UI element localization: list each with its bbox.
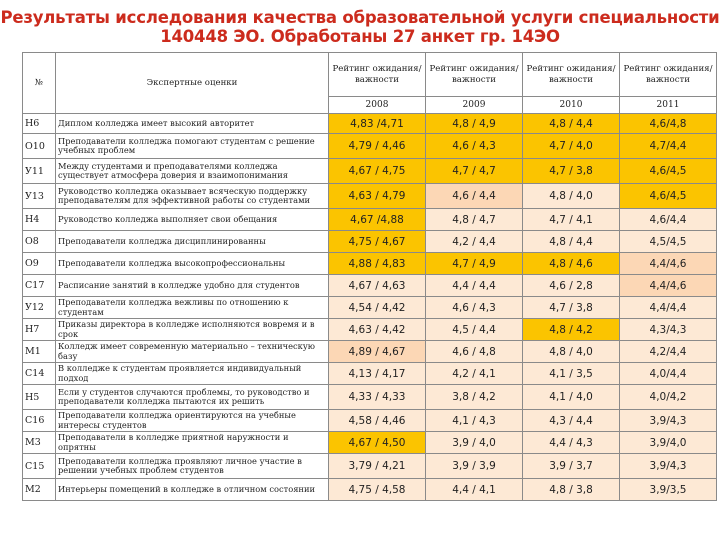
rating-cell-2008: 3,79 / 4,21 (329, 454, 426, 479)
row-code: О9 (23, 253, 56, 275)
row-code: С17 (23, 275, 56, 297)
table-row (23, 275, 717, 297)
rating-cell-2009: 4,4 / 4,4 (426, 275, 523, 297)
rating-cell-2009: 4,4 / 4,1 (426, 479, 523, 501)
rating-cell-2008: 4,89 / 4,67 (329, 341, 426, 363)
rating-cell-2010: 4,7 / 3,8 (523, 297, 620, 319)
year-2008: 2008 (329, 97, 426, 114)
rating-cell-2008: 4,75 / 4,67 (329, 231, 426, 253)
table-row (23, 432, 717, 454)
row-criterion: Расписание занятий в колледже удобно для студентов (56, 275, 329, 297)
rating-cell-2010: 4,8 / 4,2 (523, 319, 620, 341)
row-code: Н7 (23, 319, 56, 341)
rating-cell-2010: 4,4 / 4,3 (523, 432, 620, 454)
rating-cell-2008: 4,67 / 4,75 (329, 159, 426, 184)
rating-cell-2011: 4,4/4,4 (620, 297, 717, 319)
row-criterion: Преподаватели колледжа дисциплинированны (56, 231, 329, 253)
rating-cell-2011: 4,6/4,8 (620, 114, 717, 134)
year-2009: 2009 (426, 97, 523, 114)
row-criterion: Преподаватели колледжа проявляют личное участие в решении учебных проблем студентов (56, 454, 329, 479)
table-row (23, 479, 717, 501)
table-row (23, 209, 717, 231)
rating-cell-2010: 4,8 / 4,0 (523, 341, 620, 363)
rating-cell-2009: 4,6 / 4,4 (426, 184, 523, 209)
table-row (23, 297, 717, 319)
rating-cell-2011: 4,0/4,2 (620, 385, 717, 410)
row-criterion: Если у студентов случаются проблемы, то руководство и преподаватели колледжа пытаются их решить (56, 385, 329, 410)
rating-cell-2010: 4,6 / 2,8 (523, 275, 620, 297)
rating-cell-2010: 4,8 / 3,8 (523, 479, 620, 501)
rating-cell-2010: 4,1 / 3,5 (523, 363, 620, 385)
row-code: У11 (23, 159, 56, 184)
page-title (0, 8, 720, 46)
table-row (23, 410, 717, 432)
row-criterion: Диплом колледжа имеет высокий авторитет (56, 114, 329, 134)
row-code: Н5 (23, 385, 56, 410)
rating-cell-2011: 3,9/3,5 (620, 479, 717, 501)
header-rating-col: Рейтинг ожидания/ важности (620, 53, 717, 97)
table-row (23, 159, 717, 184)
rating-cell-2008: 4,54 / 4,42 (329, 297, 426, 319)
rating-cell-2011: 4,6/4,5 (620, 184, 717, 209)
table-row (23, 114, 717, 134)
rating-cell-2010: 4,1 / 4,0 (523, 385, 620, 410)
rating-cell-2011: 4,6/4,4 (620, 209, 717, 231)
rating-cell-2009: 3,9 / 3,9 (426, 454, 523, 479)
rating-cell-2009: 4,8 / 4,9 (426, 114, 523, 134)
table-row (23, 319, 717, 341)
table-body (23, 114, 717, 501)
rating-cell-2010: 4,8 / 4,6 (523, 253, 620, 275)
rating-cell-2009: 4,2 / 4,1 (426, 363, 523, 385)
rating-cell-2010: 4,8 / 4,4 (523, 231, 620, 253)
table-row (23, 363, 717, 385)
row-criterion: В колледже к студентам проявляется индивидуальный подход (56, 363, 329, 385)
row-criterion: Колледж имеет современную материально – техническую базу (56, 341, 329, 363)
rating-cell-2009: 4,6 / 4,3 (426, 134, 523, 159)
row-criterion: Приказы директора в колледже исполняются вовремя и в срок (56, 319, 329, 341)
rating-cell-2009: 4,6 / 4,8 (426, 341, 523, 363)
rating-cell-2011: 4,7/4,4 (620, 134, 717, 159)
row-criterion: Между студентами и преподавателями колледжа существует атмосфера доверия и взаимопонимания (56, 159, 329, 184)
rating-cell-2009: 4,7 / 4,7 (426, 159, 523, 184)
rating-cell-2010: 4,7 / 4,1 (523, 209, 620, 231)
table-row (23, 253, 717, 275)
row-code: М1 (23, 341, 56, 363)
rating-cell-2009: 3,8 / 4,2 (426, 385, 523, 410)
table-row (23, 184, 717, 209)
rating-cell-2010: 4,8 / 4,4 (523, 114, 620, 134)
header-row (23, 53, 717, 97)
year-2010: 2010 (523, 97, 620, 114)
rating-cell-2011: 3,9/4,3 (620, 454, 717, 479)
rating-cell-2008: 4,88 / 4,83 (329, 253, 426, 275)
header-criteria: Экспертные оценки (56, 53, 329, 114)
rating-cell-2008: 4,13 / 4,17 (329, 363, 426, 385)
rating-cell-2011: 4,0/4,4 (620, 363, 717, 385)
rating-cell-2009: 4,7 / 4,9 (426, 253, 523, 275)
rating-cell-2008: 4,79 / 4,46 (329, 134, 426, 159)
row-code: О10 (23, 134, 56, 159)
row-code: М2 (23, 479, 56, 501)
row-code: Н6 (23, 114, 56, 134)
table-row (23, 341, 717, 363)
rating-cell-2009: 4,8 / 4,7 (426, 209, 523, 231)
row-code: С14 (23, 363, 56, 385)
row-code: У13 (23, 184, 56, 209)
row-code: С16 (23, 410, 56, 432)
rating-cell-2009: 4,2 / 4,4 (426, 231, 523, 253)
row-code: Н4 (23, 209, 56, 231)
rating-cell-2008: 4,67 / 4,63 (329, 275, 426, 297)
table-row (23, 134, 717, 159)
rating-cell-2008: 4,63 / 4,79 (329, 184, 426, 209)
table-row (23, 385, 717, 410)
rating-cell-2009: 4,1 / 4,3 (426, 410, 523, 432)
row-code: С15 (23, 454, 56, 479)
header-rating-col: Рейтинг ожидания/ важности (329, 53, 426, 97)
rating-cell-2008: 4,63 / 4,42 (329, 319, 426, 341)
row-code: О8 (23, 231, 56, 253)
rating-cell-2008: 4,83 /4,71 (329, 114, 426, 134)
table-row (23, 231, 717, 253)
rating-cell-2011: 4,4/4,6 (620, 275, 717, 297)
rating-cell-2011: 4,6/4,5 (620, 159, 717, 184)
rating-cell-2011: 4,3/4,3 (620, 319, 717, 341)
rating-cell-2010: 3,9 / 3,7 (523, 454, 620, 479)
row-criterion: Преподаватели колледжа высокопрофессиональны (56, 253, 329, 275)
results-table (22, 52, 717, 501)
row-criterion: Преподаватели в колледже приятной наружности и опрятны (56, 432, 329, 454)
year-2011: 2011 (620, 97, 717, 114)
row-code: М3 (23, 432, 56, 454)
row-criterion: Интерьеры помещений в колледже в отличном состоянии (56, 479, 329, 501)
rating-cell-2010: 4,7 / 4,0 (523, 134, 620, 159)
row-criterion: Преподаватели колледжа вежливы по отношению к студентам (56, 297, 329, 319)
rating-cell-2008: 4,58 / 4,46 (329, 410, 426, 432)
rating-cell-2009: 4,5 / 4,4 (426, 319, 523, 341)
rating-cell-2011: 4,5/4,5 (620, 231, 717, 253)
row-criterion: Преподаватели колледжа помогают студентам с решение учебных проблем (56, 134, 329, 159)
title-line-2: 140448 ЭО. Обработаны 27 анкет гр. 14ЭО (160, 27, 560, 46)
title-line-1: Результаты исследования качества образовательной услуги специальности (0, 8, 720, 27)
rating-cell-2010: 4,3 / 4,4 (523, 410, 620, 432)
rating-cell-2011: 3,9/4,0 (620, 432, 717, 454)
header-rating-col: Рейтинг ожидания/ важности (426, 53, 523, 97)
header-rating-col: Рейтинг ожидания/ важности (523, 53, 620, 97)
row-code: У12 (23, 297, 56, 319)
rating-cell-2009: 3,9 / 4,0 (426, 432, 523, 454)
row-criterion: Руководство колледжа выполняет свои обещания (56, 209, 329, 231)
table-row (23, 454, 717, 479)
row-criterion: Руководство колледжа оказывает всяческую поддержку преподавателям для эффективной работы со студентами (56, 184, 329, 209)
rating-cell-2008: 4,75 / 4,58 (329, 479, 426, 501)
row-criterion: Преподаватели колледжа ориентируются на учебные интересы студентов (56, 410, 329, 432)
header-num: № (23, 53, 56, 114)
rating-cell-2009: 4,6 / 4,3 (426, 297, 523, 319)
rating-cell-2008: 4,67 / 4,50 (329, 432, 426, 454)
rating-cell-2010: 4,7 / 3,8 (523, 159, 620, 184)
rating-cell-2011: 3,9/4,3 (620, 410, 717, 432)
rating-cell-2008: 4,33 / 4,33 (329, 385, 426, 410)
rating-cell-2011: 4,2/4,4 (620, 341, 717, 363)
rating-cell-2010: 4,8 / 4,0 (523, 184, 620, 209)
rating-cell-2011: 4,4/4,6 (620, 253, 717, 275)
rating-cell-2008: 4,67 /4,88 (329, 209, 426, 231)
